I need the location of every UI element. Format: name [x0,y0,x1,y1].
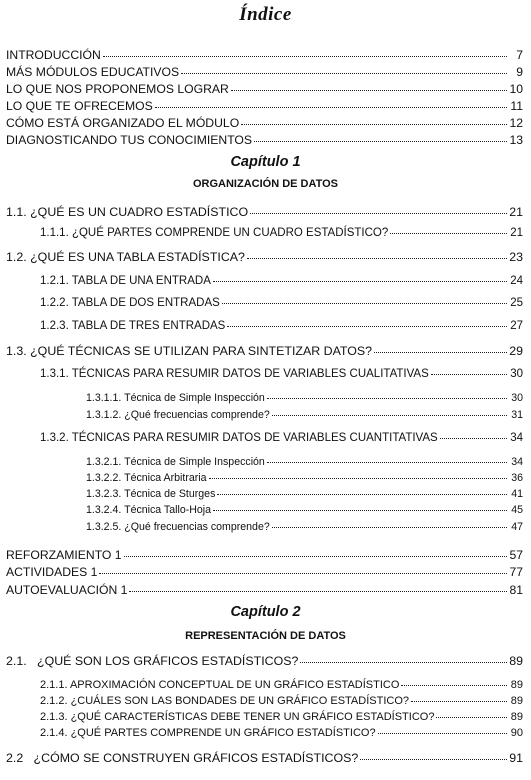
dot-leader [272,415,507,416]
toc-entry-introduccion [6,49,523,61]
toc-entry-label: CÓMO ESTÁ ORGANIZADO EL MÓDULO [6,116,240,130]
toc-entry-label: 2.1.2. ¿CUÁLES SON LAS BONDADES DE UN GRÁFICO ESTADÍSTICO? [40,695,409,707]
dot-leader [300,662,507,663]
toc-page-number: 30 [510,368,523,380]
dot-leader [267,462,507,463]
dot-leader [440,438,507,439]
toc-entry-label: 1.3.1.2. ¿Qué frecuencias comprende? [86,409,270,421]
dot-leader [436,717,507,718]
toc-entry-1-3-2-4 [86,505,523,516]
toc-page-number: 9 [516,65,523,79]
toc-entry-label: 1.3.2.1. Técnica de Simple Inspección [86,456,265,468]
toc-entry-mas-modulos [6,66,523,78]
toc-entry-1-3 [6,345,523,357]
toc-page-number: 12 [509,116,523,130]
toc-entry-label: 1.3. ¿QUÉ TÉCNICAS SE UTILIZAN PARA SINTETIZAR DATOS? [6,344,373,358]
dot-leader [99,573,507,574]
toc-entry-actividades [6,566,523,578]
toc-entry-1-2-2 [40,298,523,310]
toc-entry-2-1 [6,655,523,667]
toc-entry-label: 1.3.2.3. Técnica de Sturges [86,488,216,500]
toc-entry-autoevaluacion [6,584,523,596]
toc-entry-label: 2.1.1. APROXIMACIÓN CONCEPTUAL DE UN GRÁFICO ESTADÍSTICO [40,679,400,691]
toc-page-number: 10 [509,82,523,96]
toc-entry-label: 1.2.2. TABLA DE DOS ENTRADAS [40,297,220,309]
toc-entry-como-esta-organizado [6,117,523,129]
toc-entry-2-1-2 [40,696,523,707]
dot-leader [378,733,507,734]
toc-page-number: 29 [509,344,523,358]
toc-entry-label: DIAGNOSTICANDO TUS CONOCIMIENTOS [6,133,253,147]
toc-entry-label: 1.1. ¿QUÉ ES UN CUADRO ESTADÍSTICO [6,205,249,219]
dot-leader [209,478,507,479]
toc-entry-label: LO QUE TE OFRECEMOS [6,99,153,113]
toc-page-number: 27 [510,320,523,332]
chapter-1-title: Capítulo 1 [230,154,301,170]
toc-entry-label: LO QUE NOS PROPONEMOS LOGRAR [6,82,229,96]
dot-leader [222,303,507,304]
toc-entry-label: 1.2.3. TABLA DE TRES ENTRADAS [40,320,226,332]
toc-entry-1-1-1 [40,228,523,240]
toc-entry-label: 1.3.1. TÉCNICAS PARA RESUMIR DATOS DE VARIABLES CUALITATIVAS [40,368,429,380]
toc-entry-label: REFORZAMIENTO 1 [6,548,122,562]
toc-entry-1-2-3 [40,321,523,333]
chapter-1-subtitle: ORGANIZACIÓN DE DATOS [192,178,339,190]
toc-page-number: 89 [510,711,523,723]
toc-entry-1-3-2-2 [86,473,523,484]
toc-entry-label: 1.3.2.5. ¿Qué frecuencias comprende? [86,521,270,533]
toc-page-number: 91 [509,751,523,765]
toc-entry-lo-que-nos-proponemos [6,83,523,95]
page-title: Índice [239,4,292,25]
dot-leader [241,124,507,125]
toc-entry-label: 2.1.4. ¿QUÉ PARTES COMPRENDE UN GRÁFICO ESTADÍSTICO? [40,727,376,739]
toc-entry-lo-que-te-ofrecemos [6,100,523,112]
dot-leader [213,281,507,282]
toc-entry-label: ACTIVIDADES 1 [6,565,98,579]
toc-entry-1-3-1 [40,369,523,381]
dot-leader [247,258,507,259]
toc-page-number: 36 [511,472,523,484]
toc-entry-1-2 [6,251,523,263]
toc-page-number: 7 [516,48,523,62]
toc-page-number: 24 [510,275,523,287]
dot-leader [267,398,507,399]
toc-page-number: 11 [510,99,523,113]
toc-page-number: 13 [509,133,523,147]
toc-entry-label: AUTOEVALUACIÓN 1 [6,583,128,597]
toc-entry-label: 1.3.2.4. Técnica Tallo-Hoja [86,504,212,516]
toc-entry-2-2 [6,752,523,764]
dot-leader [155,107,507,108]
toc-entry-1-3-2-5 [86,522,523,533]
toc-entry-label: 1.1.1. ¿QUÉ PARTES COMPRENDE UN CUADRO ESTADÍSTICO? [40,227,389,239]
toc-page-number: 34 [511,456,523,468]
chapter-2-subtitle: REPRESENTACIÓN DE DATOS [185,630,346,642]
toc-page-number: 45 [511,504,523,516]
toc-entry-2-1-4 [40,728,523,739]
toc-entry-label: 1.2. ¿QUÉ ES UNA TABLA ESTADÍSTICA? [6,250,245,264]
toc-entry-diagnosticando [6,134,523,146]
toc-entry-2-1-1 [40,680,523,691]
toc-entry-label: 1.3.2. TÉCNICAS PARA RESUMIR DATOS DE VARIABLES CUANTITATIVAS [40,432,438,444]
toc-page-number: 34 [510,432,523,444]
toc-page-number: 47 [511,521,523,533]
toc-page-number: 81 [509,583,523,597]
toc-entry-label: 2.1.3. ¿QUÉ CARACTERÍSTICAS DEBE TENER UN GRÁFICO ESTADÍSTICO? [40,711,435,723]
toc-page-number: 89 [510,679,523,691]
dot-leader [254,141,507,142]
toc-entry-label: INTRODUCCIÓN [6,48,101,62]
toc-entry-2-1-3 [40,712,523,723]
toc-entry-label: 2.2 ¿CÓMO SE CONSTRUYEN GRÁFICOS ESTADÍSTICOS? [6,751,359,765]
dot-leader [374,352,507,353]
dot-leader [181,73,507,74]
dot-leader [129,591,507,592]
toc-entry-1-3-2-1 [86,457,523,468]
toc-entry-1-3-1-1 [86,393,523,404]
toc-entry-1-3-2-3 [86,489,523,500]
toc-page-number: 89 [510,695,523,707]
toc-page-number: 77 [509,565,523,579]
dot-leader [390,233,507,234]
toc-entry-label: 1.3.2.2. Técnica Arbitraria [86,472,207,484]
dot-leader [401,685,507,686]
toc-entry-1-3-2 [40,433,523,445]
toc-entry-reforzamiento [6,549,523,561]
dot-leader [103,56,507,57]
toc-entry-label: 2.1. ¿QUÉ SON LOS GRÁFICOS ESTADÍSTICOS? [6,654,299,668]
toc-page-number: 21 [509,205,523,219]
dot-leader [124,556,507,557]
dot-leader [250,213,507,214]
toc-entry-1-2-1 [40,276,523,288]
dot-leader [431,374,507,375]
toc-page-number: 89 [509,654,523,668]
toc-entry-label: MÁS MÓDULOS EDUCATIVOS [6,65,180,79]
toc-page-number: 21 [510,227,523,239]
dot-leader [231,90,507,91]
toc-page-number: 90 [510,727,523,739]
toc-page-number: 41 [511,488,523,500]
dot-leader [360,759,507,760]
toc-entry-label: 1.3.1.1. Técnica de Simple Inspección [86,392,265,404]
toc-page-number: 30 [511,392,523,404]
toc-page-number: 25 [510,297,523,309]
chapter-2-title: Capítulo 2 [230,604,301,620]
dot-leader [411,701,507,702]
toc-entry-1-1 [6,206,523,218]
toc-page-number: 31 [511,409,523,421]
dot-leader [227,326,507,327]
toc-entry-label: 1.2.1. TABLA DE UNA ENTRADA [40,275,211,287]
dot-leader [272,527,507,528]
toc-page-number: 23 [509,250,523,264]
dot-leader [213,510,507,511]
dot-leader [217,494,507,495]
toc-page-number: 57 [509,548,523,562]
toc-entry-1-3-1-2 [86,410,523,421]
